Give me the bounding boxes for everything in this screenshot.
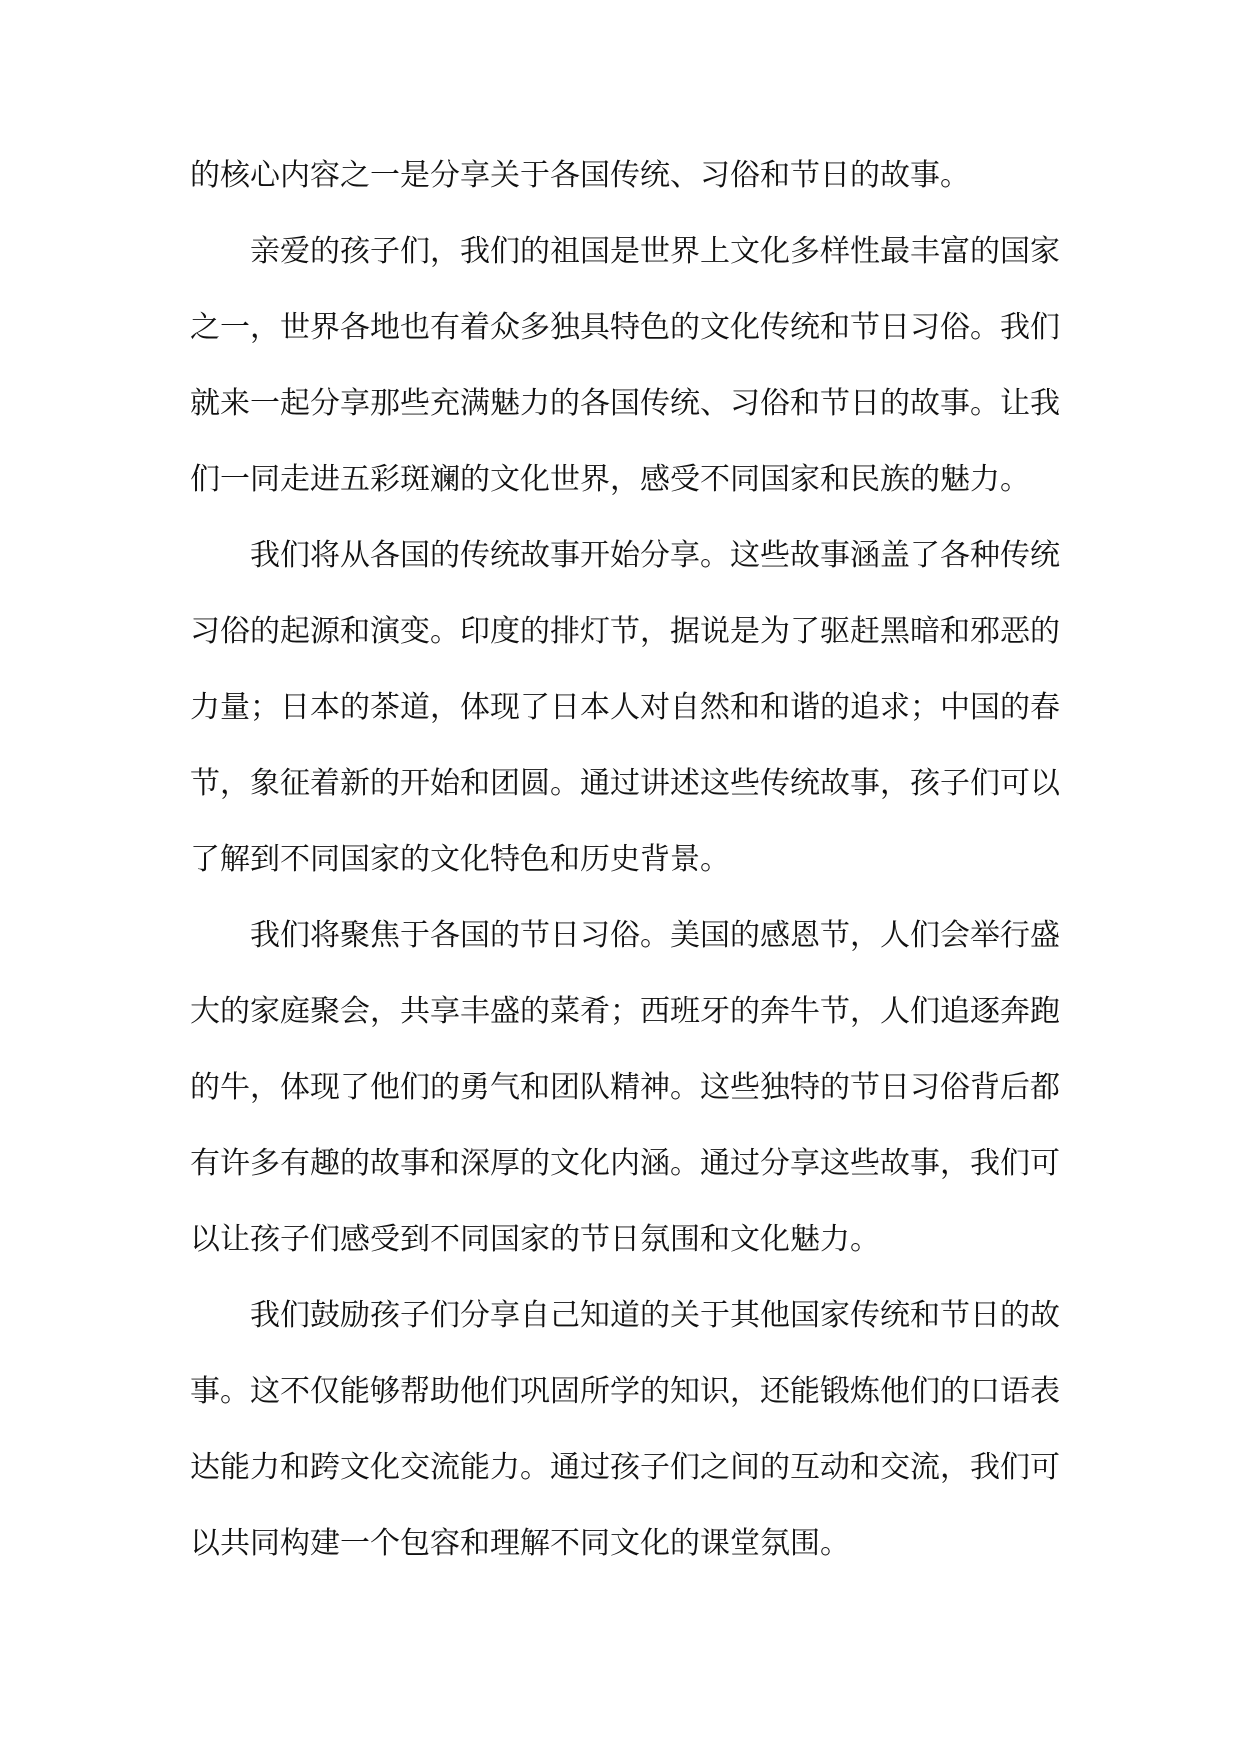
document-body — [190, 138, 1060, 1582]
paragraph-traditional-stories: 我们将从各国的传统故事开始分享。这些故事涵盖了各种传统习俗的起源和演变。印度的排灯节，据说是为了驱赶黑暗和邪恶的力量；日本的茶道，体现了日本人对自然和和谐的追求；中国的春节，象征着新的开始和团圆。通过讲述这些传统故事，孩子们可以了解到不同国家的文化特色和历史背景。 — [190, 538, 1060, 877]
paragraph-intro: 亲爱的孩子们，我们的祖国是世界上文化多样性最丰富的国家之一，世界各地也有着众多独具特色的文化传统和节日习俗。我们就来一起分享那些充满魅力的各国传统、习俗和节日的故事。让我们一同走进五彩斑斓的文化世界，感受不同国家和民族的魅力。 — [190, 234, 1060, 497]
paragraph-encourage-sharing: 我们鼓励孩子们分享自己知道的关于其他国家传统和节日的故事。这不仅能够帮助他们巩固所学的知识，还能锻炼他们的口语表达能力和跨文化交流能力。通过孩子们之间的互动和交流，我们可以共同构建一个包容和理解不同文化的课堂氛围。 — [190, 1298, 1060, 1561]
paragraph-continuation: 的核心内容之一是分享关于各国传统、习俗和节日的故事。 — [190, 158, 970, 193]
paragraph-festival-customs: 我们将聚焦于各国的节日习俗。美国的感恩节，人们会举行盛大的家庭聚会，共享丰盛的菜肴；西班牙的奔牛节，人们追逐奔跑的牛，体现了他们的勇气和团队精神。这些独特的节日习俗背后都有许多有趣的故事和深厚的文化内涵。通过分享这些故事，我们可以让孩子们感受到不同国家的节日氛围和文化魅力。 — [190, 918, 1060, 1257]
